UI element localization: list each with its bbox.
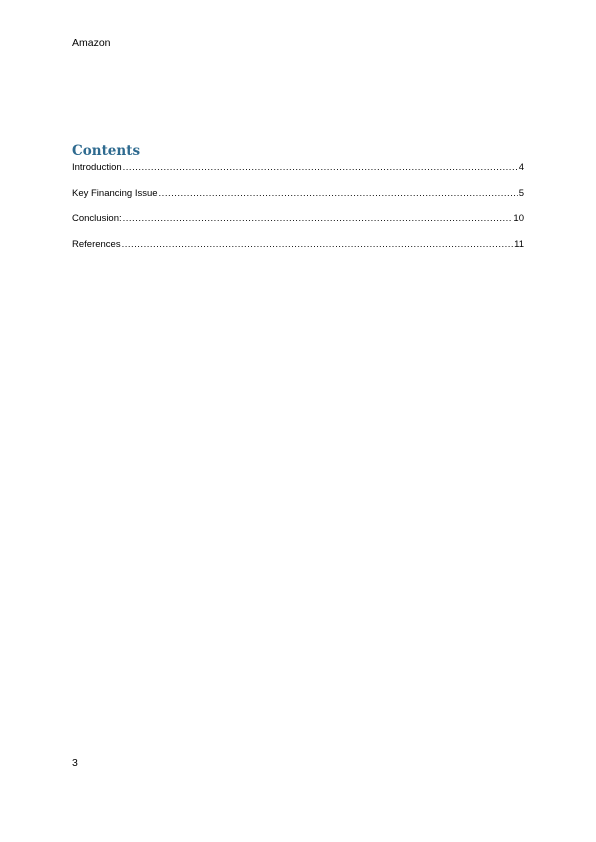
toc-dot-leader — [123, 161, 518, 175]
toc-dot-leader — [122, 238, 514, 252]
toc-dot-leader — [123, 212, 513, 226]
page-number: 3 — [72, 757, 78, 769]
toc-entry-page: 5 — [518, 187, 524, 199]
toc-entry-label: References — [72, 238, 121, 250]
toc-entry-page: 10 — [513, 213, 524, 224]
toc-entry-label: Key Financing Issue — [72, 187, 158, 199]
toc-entry-page: 11 — [514, 238, 524, 250]
toc-entry-introduction[interactable] — [72, 161, 524, 187]
toc-heading: Contents — [72, 143, 141, 159]
toc-entry-label: Conclusion: — [72, 213, 122, 224]
toc-dot-leader — [159, 187, 518, 201]
toc-entry-page: 4 — [518, 162, 524, 173]
toc-entry-label: Introduction — [72, 162, 122, 173]
table-of-contents — [72, 161, 524, 263]
toc-entry-key-financing-issue[interactable] — [72, 187, 524, 213]
toc-entry-references[interactable] — [72, 238, 524, 264]
toc-entry-conclusion[interactable] — [72, 212, 524, 238]
page-header: Amazon — [72, 37, 111, 49]
